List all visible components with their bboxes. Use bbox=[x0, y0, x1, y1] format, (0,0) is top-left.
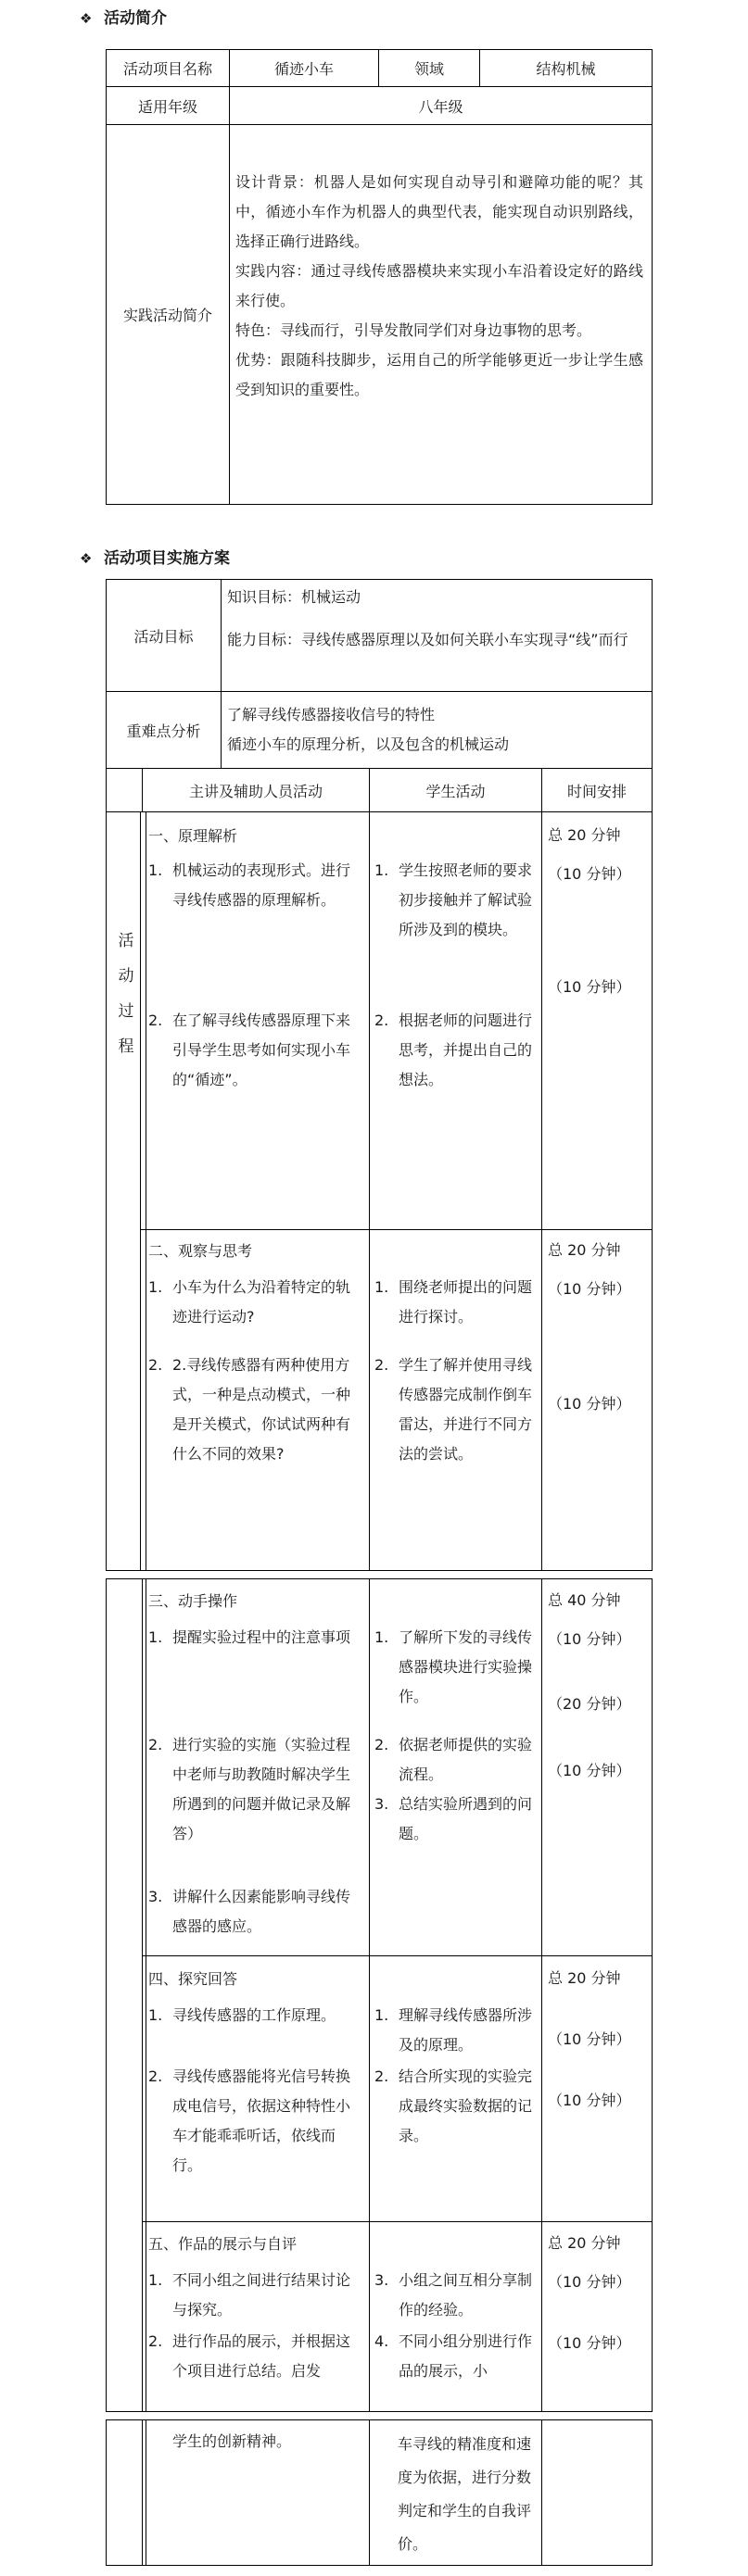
grade-label: 适用年级 bbox=[106, 86, 230, 125]
key-line-1: 了解寻线传感器接收信号的特性 bbox=[227, 706, 436, 723]
block1-time-2: （10 分钟） bbox=[548, 978, 631, 996]
block4-student-item-1: 1. 理解寻线传感器所涉及的原理。 bbox=[374, 2006, 533, 2054]
block3-teacher-item-2: 2. 进行实验的实施（实验过程中老师与助教随时解决学生所遇到的问题并做记录及解答） bbox=[148, 1736, 351, 1842]
block3-time-3: （10 分钟） bbox=[548, 1762, 631, 1779]
intro-background: 设计背景：机器人是如何实现自动导引和避障功能的呢？其中，循迹小车作为机器人的典型代表，能实现自动识别路线，选择正确行进路线。 bbox=[235, 173, 643, 250]
section-heading-plan: ❖ 活动项目实施方案 bbox=[80, 546, 230, 572]
block3-teacher-item-1: 1. 提醒实验过程中的注意事项 bbox=[148, 1628, 351, 1646]
row-divider bbox=[140, 1229, 653, 1230]
block1-teacher-item-2: 2. 在了解寻线传感器原理下来引导学生思考如何实现小车的“循迹”。 bbox=[148, 1012, 351, 1088]
block5-student-item-1: 3. 小组之间互相分享制作的经验。 bbox=[374, 2271, 533, 2318]
block5-teacher-item-2: 2. 进行作品的展示，并根据这个项目进行总结。启发 bbox=[148, 2332, 351, 2380]
block3-time-total: 总 40 分钟 bbox=[548, 1591, 621, 1609]
side-column-c bbox=[106, 2419, 146, 2566]
block1-title: 一、原理解析 bbox=[148, 827, 238, 845]
block1-teacher-item-1: 1. 机械运动的表现形式。进行寻线传感器的原理解析。 bbox=[148, 861, 351, 909]
header-blank bbox=[106, 768, 143, 812]
block2-time-1: （10 分钟） bbox=[548, 1280, 631, 1298]
student-column-c bbox=[369, 2419, 542, 2566]
block5-title: 五、作品的展示与自评 bbox=[148, 2235, 298, 2253]
time-column-c bbox=[541, 2419, 653, 2566]
section-heading-intro: ❖ 活动简介 bbox=[80, 6, 167, 31]
block3-title: 三、动手操作 bbox=[148, 1592, 238, 1610]
block4-time-2: （10 分钟） bbox=[548, 2092, 631, 2109]
goal-knowledge: 知识目标：机械运动 bbox=[227, 588, 361, 606]
grade-value: 八年级 bbox=[229, 86, 653, 125]
block4-student-item-2: 2. 结合所实现的实验完成最终实验数据的记录。 bbox=[374, 2067, 533, 2144]
block5-time-total: 总 20 分钟 bbox=[548, 2234, 621, 2252]
row-divider bbox=[142, 1955, 653, 1956]
block3-student-item-3: 3. 总结实验所遇到的问题。 bbox=[374, 1795, 533, 1842]
block4-time-1: （10 分钟） bbox=[548, 2030, 631, 2048]
block3-time-1: （10 分钟） bbox=[548, 1630, 631, 1648]
block4-time-total: 总 20 分钟 bbox=[548, 1969, 621, 1987]
goal-label: 活动目标 bbox=[106, 579, 222, 692]
process-side-label: 活 动 过 程 bbox=[118, 932, 134, 1056]
block1-student-item-1: 1. 学生按照老师的要求初步接触并了解试验所涉及到的模块。 bbox=[374, 861, 533, 938]
project-name-label: 活动项目名称 bbox=[106, 49, 230, 87]
diamond-bullet-icon: ❖ bbox=[80, 10, 93, 27]
block1-time-1: （10 分钟） bbox=[548, 865, 631, 883]
header-student: 学生活动 bbox=[369, 768, 542, 812]
project-name-value: 循迹小车 bbox=[229, 49, 379, 87]
intro-content bbox=[229, 124, 653, 505]
side-column-b bbox=[106, 1578, 146, 2412]
block2-time-total: 总 20 分钟 bbox=[548, 1241, 621, 1259]
row-divider bbox=[142, 2221, 653, 2222]
block2-title: 二、观察与思考 bbox=[148, 1242, 253, 1260]
key-label: 重难点分析 bbox=[106, 691, 222, 769]
block5-student-item-2: 4. 不同小组分别进行作品的展示，小 bbox=[374, 2332, 533, 2380]
goal-content bbox=[221, 579, 653, 692]
field-value: 结构机械 bbox=[479, 49, 653, 87]
block5-time-2: （10 分钟） bbox=[548, 2334, 631, 2352]
block3-time-2: （20 分钟） bbox=[548, 1695, 631, 1713]
teacher-column-c bbox=[142, 2419, 370, 2566]
block5-time-1: （10 分钟） bbox=[548, 2273, 631, 2291]
goal-ability: 能力目标：寻线传感器原理以及如何关联小车实现寻“线”而行 bbox=[227, 631, 628, 648]
block2-student-item-2: 2. 学生了解并使用寻线传感器完成制作倒车雷达，并进行不同方法的尝试。 bbox=[374, 1356, 533, 1463]
header-teacher: 主讲及辅助人员活动 bbox=[142, 768, 370, 812]
time-column-a bbox=[541, 811, 653, 1571]
intro-content-text: 实践内容：通过寻线传感器模块来实现小车沿着设定好的路线来行使。 bbox=[235, 262, 643, 309]
block5-student-continuation: 车寻线的精准度和速度为依据，进行分数判定和学生的自我评价。 bbox=[398, 2435, 532, 2553]
block2-teacher-item-2: 2. 2.寻线传感器有两种使用方式，一种是点动模式，一种是开关模式，你试试两种有什么不同的效果? bbox=[148, 1356, 351, 1463]
intro-label: 实践活动简介 bbox=[106, 124, 230, 505]
block5-teacher-continuation: 学生的创新精神。 bbox=[172, 2432, 292, 2450]
field-label: 领域 bbox=[378, 49, 480, 87]
block3-student-item-2: 2. 依据老师提供的实验流程。 bbox=[374, 1736, 533, 1783]
intro-advantage: 优势：跟随科技脚步，运用自己的所学能够更近一步让学生感受到知识的重要性。 bbox=[235, 351, 643, 398]
block4-teacher-item-2: 2. 寻线传感器能将光信号转换成电信号，依据这种特性小车才能乖乖听话，依线而行。 bbox=[148, 2067, 351, 2174]
block3-student-item-1: 1. 了解所下发的寻线传感器模块进行实验操作。 bbox=[374, 1628, 533, 1705]
block2-teacher-item-1: 1. 小车为什么为沿着特定的轨迹进行运动? bbox=[148, 1278, 351, 1326]
diamond-bullet-icon: ❖ bbox=[80, 550, 93, 567]
key-content bbox=[221, 691, 653, 769]
header-time: 时间安排 bbox=[541, 768, 653, 812]
block1-student-item-2: 2. 根据老师的问题进行思考，并提出自己的想法。 bbox=[374, 1012, 533, 1088]
block4-teacher-item-1: 1. 寻线传感器的工作原理。 bbox=[148, 2006, 336, 2024]
block2-student-item-1: 1. 围绕老师提出的问题进行探讨。 bbox=[374, 1278, 533, 1326]
intro-feature: 特色：寻线而行，引导发散同学们对身边事物的思考。 bbox=[235, 321, 592, 339]
block1-time-total: 总 20 分钟 bbox=[548, 826, 621, 844]
block3-teacher-item-3: 3. 讲解什么因素能影响寻线传感器的感应。 bbox=[148, 1888, 351, 1935]
block4-title: 四、探究回答 bbox=[148, 1970, 238, 1988]
key-line-2: 循迹小车的原理分析，以及包含的机械运动 bbox=[227, 735, 510, 753]
block2-time-2: （10 分钟） bbox=[548, 1395, 631, 1413]
block5-teacher-item-1: 1. 不同小组之间进行结果讨论与探究。 bbox=[148, 2271, 351, 2318]
